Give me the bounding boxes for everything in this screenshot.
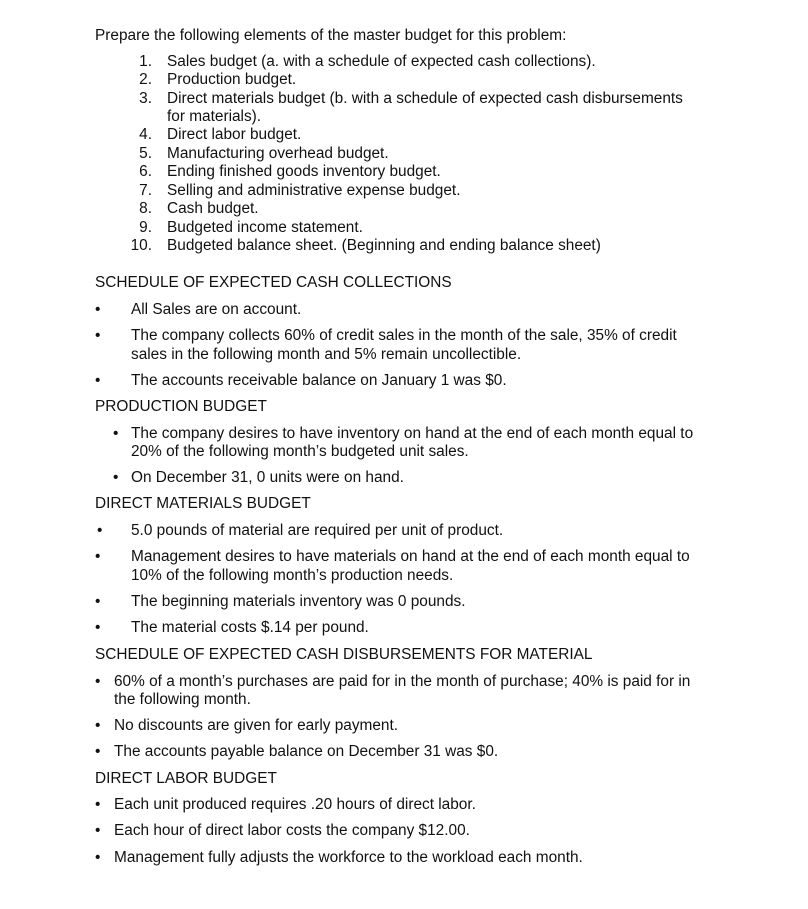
list-item: Management desires to have materials on hand at the end of each month equal to <box>131 548 690 565</box>
element-number: 8. <box>139 200 152 217</box>
list-item-continued: 10% of the following month’s production needs. <box>131 567 454 584</box>
section-heading-cash-disbursements: SCHEDULE OF EXPECTED CASH DISBURSEMENTS FOR MATERIAL <box>95 646 593 663</box>
bullet-icon: • <box>113 425 119 442</box>
bullet-icon: • <box>97 522 103 539</box>
list-item: No discounts are given for early payment. <box>114 717 399 734</box>
list-item: Each hour of direct labor costs the company $12.00. <box>114 822 470 839</box>
list-item: Management fully adjusts the workforce to the workload each month. <box>114 849 583 866</box>
bullet-icon: • <box>95 327 101 344</box>
bullet-icon: • <box>95 743 101 760</box>
list-item: On December 31, 0 units were on hand. <box>131 469 404 486</box>
element-text: Sales budget (a. with a schedule of expected cash collections). <box>167 53 596 70</box>
list-item-continued: the following month. <box>114 691 251 708</box>
element-text: Selling and administrative expense budget. <box>167 182 461 199</box>
element-number: 6. <box>139 163 152 180</box>
bullet-icon: • <box>113 469 119 486</box>
section-heading-direct-materials: DIRECT MATERIALS BUDGET <box>95 495 311 512</box>
bullet-icon: • <box>95 673 101 690</box>
element-text: Cash budget. <box>167 200 259 217</box>
intro-text: Prepare the following elements of the master budget for this problem: <box>95 27 567 44</box>
list-item: The beginning materials inventory was 0 pounds. <box>131 593 466 610</box>
element-number: 1. <box>139 53 152 70</box>
element-number: 9. <box>139 219 152 236</box>
list-item: The accounts payable balance on December 31 was $0. <box>114 743 499 760</box>
element-number: 5. <box>139 145 152 162</box>
element-text: Ending finished goods inventory budget. <box>167 163 441 180</box>
element-text-continued: for materials). <box>167 108 262 125</box>
element-number: 7. <box>139 182 152 199</box>
element-text: Direct labor budget. <box>167 126 302 143</box>
list-item-continued: 20% of the following month’s budgeted unit sales. <box>131 443 469 460</box>
element-text: Direct materials budget (b. with a schedule of expected cash disbursements <box>167 90 683 107</box>
list-item: 5.0 pounds of material are required per unit of product. <box>131 522 504 539</box>
section-heading-direct-labor: DIRECT LABOR BUDGET <box>95 770 277 787</box>
element-number: 4. <box>139 126 152 143</box>
section-heading-cash-collections: SCHEDULE OF EXPECTED CASH COLLECTIONS <box>95 274 452 291</box>
list-item: 60% of a month’s purchases are paid for in the month of purchase; 40% is paid for in <box>114 673 691 690</box>
element-number: 10. <box>130 237 152 254</box>
list-item: Each unit produced requires .20 hours of direct labor. <box>114 796 476 813</box>
list-item: The company collects 60% of credit sales in the month of the sale, 35% of credit <box>131 327 677 344</box>
bullet-icon: • <box>95 548 101 565</box>
list-item: The accounts receivable balance on January 1 was $0. <box>131 372 507 389</box>
bullet-icon: • <box>95 301 101 318</box>
bullet-icon: • <box>95 822 101 839</box>
list-item: All Sales are on account. <box>131 301 302 318</box>
bullet-icon: • <box>95 849 101 866</box>
bullet-icon: • <box>95 593 101 610</box>
element-text: Production budget. <box>167 71 297 88</box>
list-item-continued: sales in the following month and 5% remain uncollectible. <box>131 346 522 363</box>
element-text: Budgeted income statement. <box>167 219 363 236</box>
element-number: 3. <box>139 90 152 107</box>
bullet-icon: • <box>95 372 101 389</box>
element-number: 2. <box>139 71 152 88</box>
bullet-icon: • <box>95 619 101 636</box>
bullet-icon: • <box>95 796 101 813</box>
list-item: The material costs $.14 per pound. <box>131 619 369 636</box>
bullet-icon: • <box>95 717 101 734</box>
section-heading-production: PRODUCTION BUDGET <box>95 398 267 415</box>
element-text: Budgeted balance sheet. (Beginning and ending balance sheet) <box>167 237 601 254</box>
list-item: The company desires to have inventory on hand at the end of each month equal to <box>131 425 694 442</box>
element-text: Manufacturing overhead budget. <box>167 145 389 162</box>
